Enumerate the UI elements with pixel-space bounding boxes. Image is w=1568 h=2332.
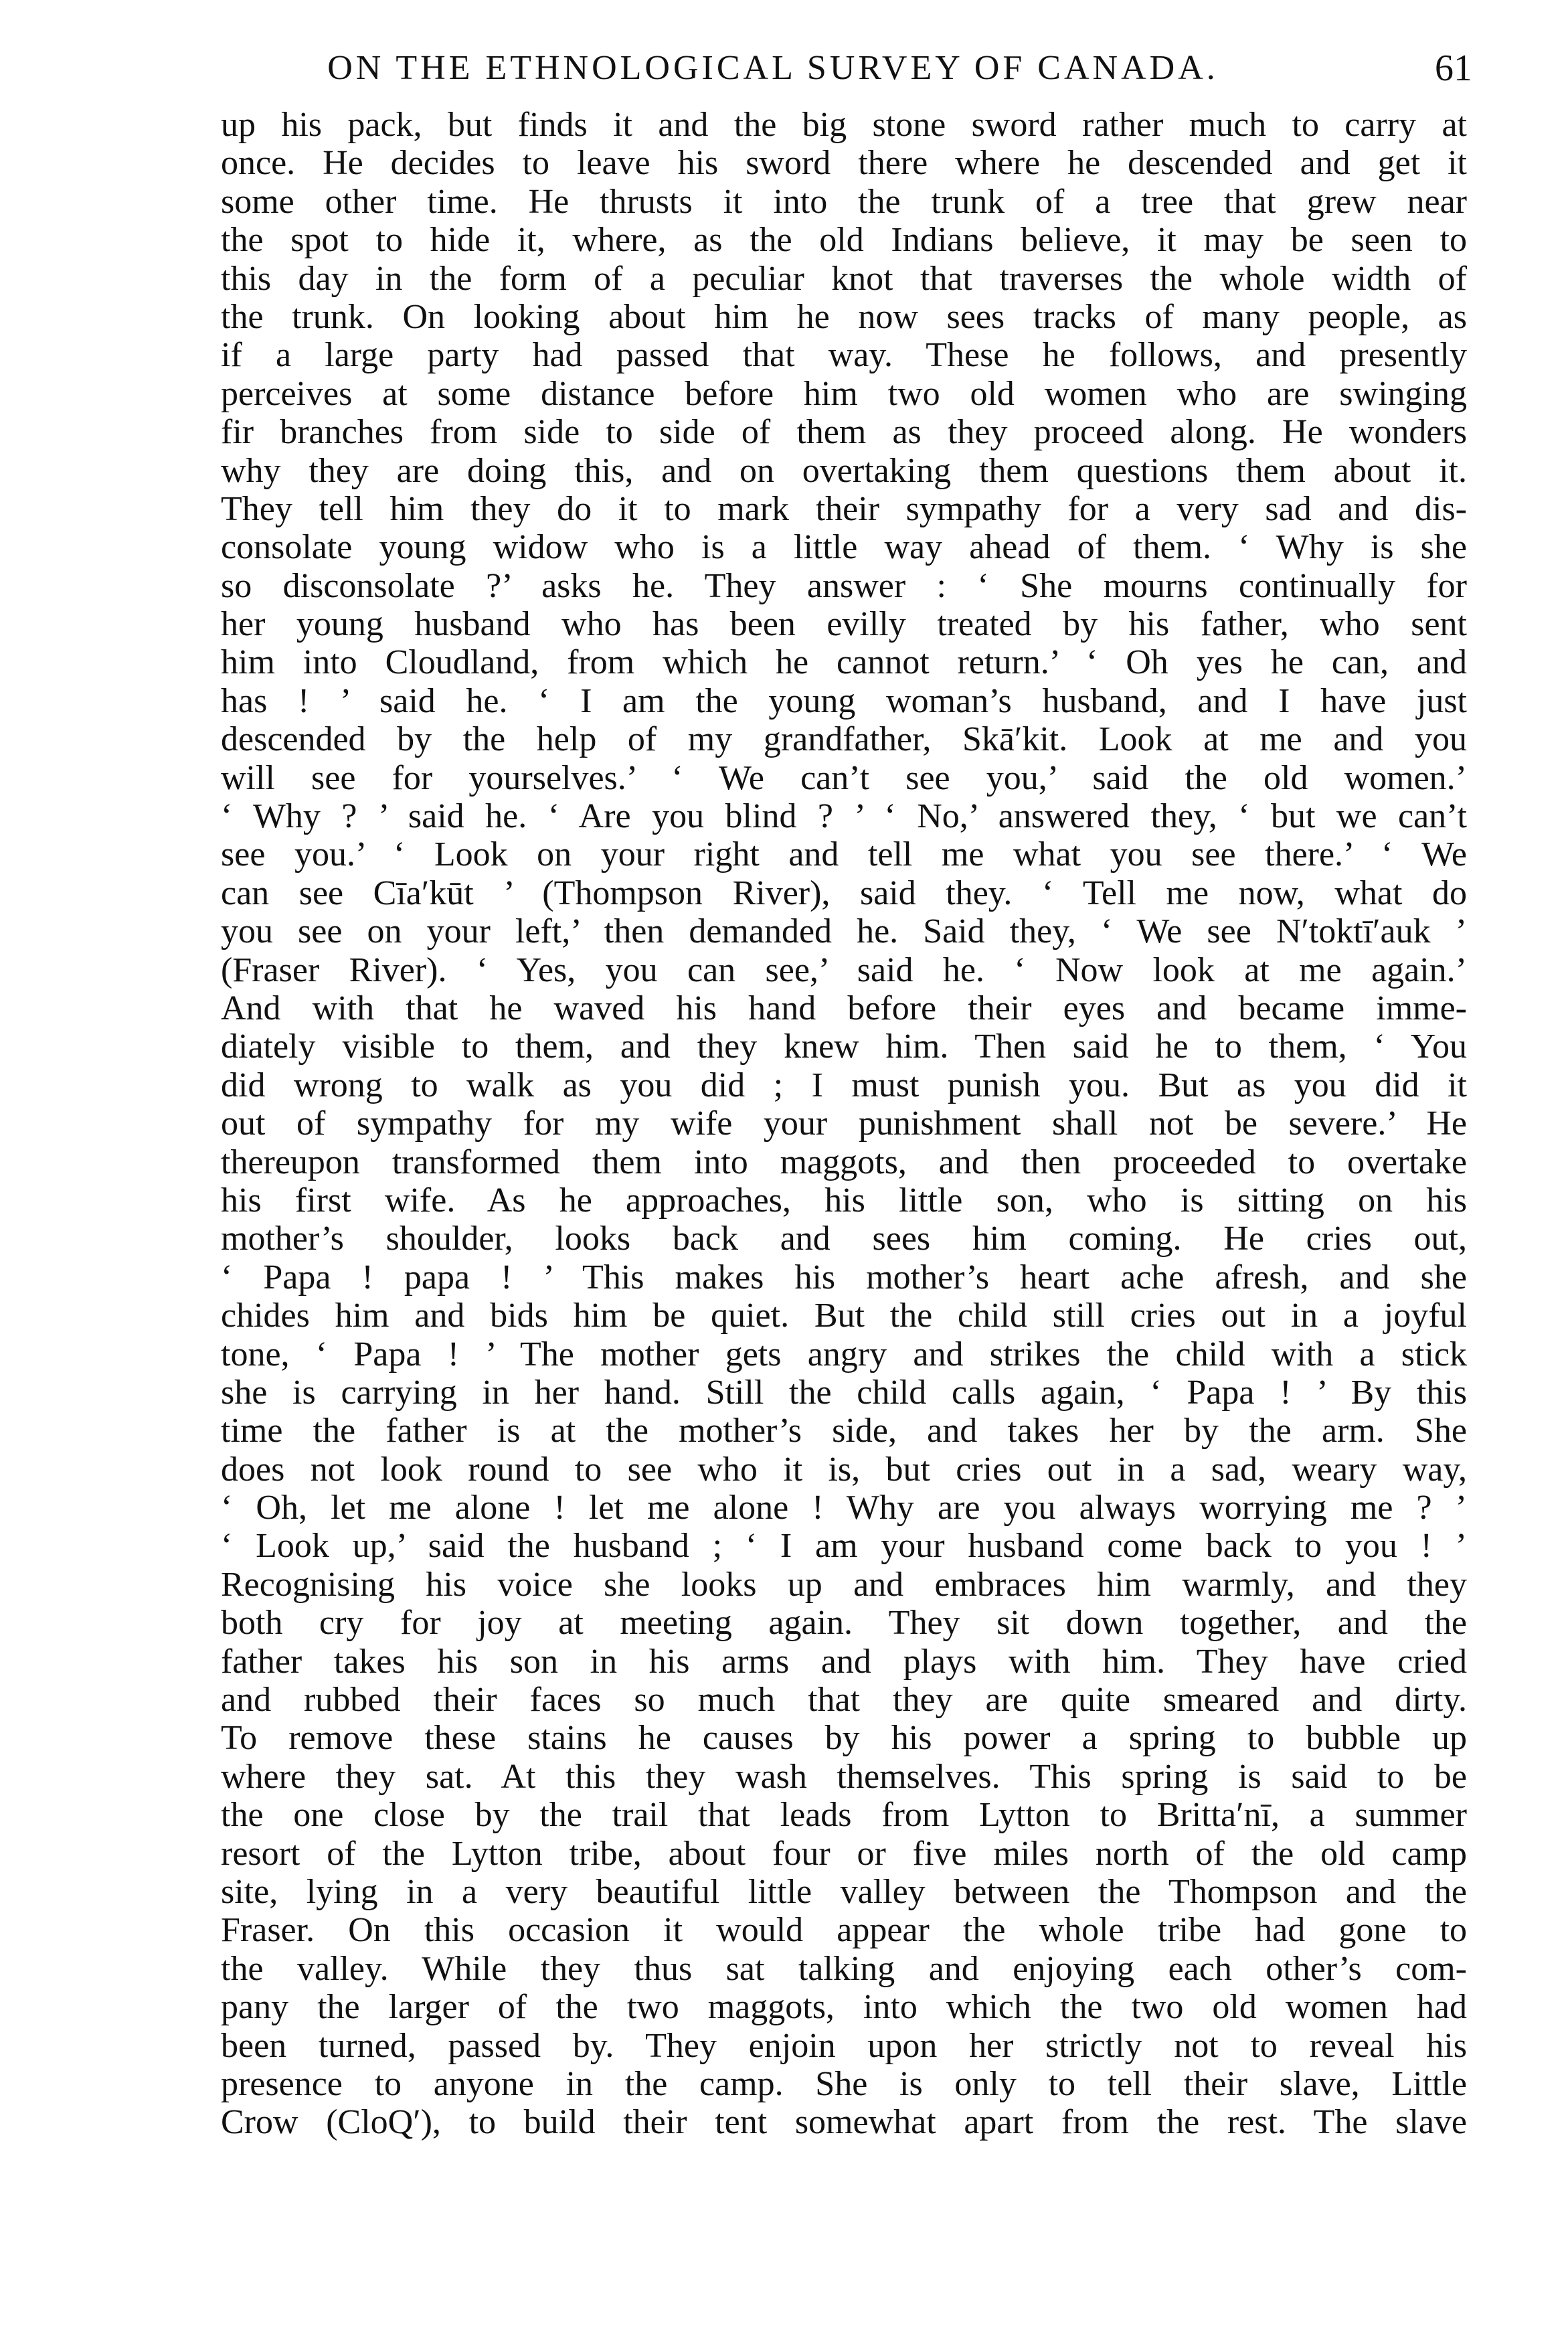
body-text: [221, 106, 1467, 2142]
text-line: site, lying in a very beautiful little valley between the Thompson and the: [221, 1872, 1467, 1911]
text-line: perceives at some distance before him two old women who are swinging: [221, 374, 1467, 413]
text-line: did wrong to walk as you did ; I must punish you. But as you did it: [221, 1066, 1467, 1104]
text-line: pany the larger of the two maggots, into which the two old women had: [221, 1988, 1467, 2027]
text-line: once. He decides to leave his sword there where he descended and get it: [221, 144, 1467, 183]
text-line: mother’s shoulder, looks back and sees him coming. He cries out,: [221, 1220, 1467, 1258]
text-line: his first wife. As he approaches, his little son, who is sitting on his: [221, 1181, 1467, 1220]
text-line: ‘ Look up,’ said the husband ; ‘ I am your husband come back to you ! ’: [221, 1527, 1467, 1566]
text-line: where they sat. At this they wash themselves. This spring is said to be: [221, 1757, 1467, 1796]
text-line: if a large party had passed that way. These he follows, and presently: [221, 336, 1467, 375]
text-line: will see for yourselves.’ ‘ We can’t see you,’ said the old women.’: [221, 758, 1467, 797]
text-line: this day in the form of a peculiar knot that traverses the whole width of: [221, 259, 1467, 298]
text-line: the spot to hide it, where, as the old Indians believe, it may be seen to: [221, 221, 1467, 260]
text-line: some other time. He thrusts it into the trunk of a tree that grew near: [221, 182, 1467, 221]
text-line: why they are doing this, and on overtaking them questions them about it.: [221, 451, 1467, 490]
text-line: Crow (CloQ′), to build their tent somewhat apart from the rest. The slave: [221, 2103, 1467, 2142]
running-head: [221, 41, 1472, 95]
running-title: ON THE ETHNOLOGICAL SURVEY OF CANADA.: [327, 49, 1219, 87]
text-line: and rubbed their faces so much that they are quite smeared and dirty.: [221, 1681, 1467, 1720]
text-line: up his pack, but finds it and the big stone sword rather much to carry at: [221, 106, 1467, 144]
text-line: diately visible to them, and they knew him. Then said he to them, ‘ You: [221, 1027, 1467, 1066]
text-line: ‘ Oh, let me alone ! let me alone ! Why are you always worrying me ? ’: [221, 1489, 1467, 1527]
text-line: father takes his son in his arms and plays with him. They have cried: [221, 1642, 1467, 1681]
text-line: chides him and bids him be quiet. But the child still cries out in a joyful: [221, 1297, 1467, 1335]
text-line: fir branches from side to side of them as they proceed along. He wonders: [221, 413, 1467, 452]
text-line: To remove these stains he causes by his power a spring to bubble up: [221, 1719, 1467, 1758]
text-line: And with that he waved his hand before their eyes and became imme-: [221, 989, 1467, 1027]
text-line: thereupon transformed them into maggots, and then proceeded to overtake: [221, 1143, 1467, 1181]
text-line: the valley. While they thus sat talking and enjoying each other’s com-: [221, 1949, 1467, 1988]
text-line: (Fraser River). ‘ Yes, you can see,’ said he. ‘ Now look at me again.’: [221, 950, 1467, 989]
text-line: you see on your left,’ then demanded he. Said they, ‘ We see N′toktī′auk ’: [221, 912, 1467, 951]
text-line: him into Cloudland, from which he cannot return.’ ‘ Oh yes he can, and: [221, 643, 1467, 682]
page-number: 61: [1435, 48, 1472, 89]
text-line: can see Cīa′kūt ’ (Thompson River), said they. ‘ Tell me now, what do: [221, 873, 1467, 912]
text-line: tone, ‘ Papa ! ’ The mother gets angry and strikes the child with a stick: [221, 1335, 1467, 1373]
text-line: the one close by the trail that leads from Lytton to Britta′nī, a summer: [221, 1796, 1467, 1835]
text-line: the trunk. On looking about him he now sees tracks of many people, as: [221, 297, 1467, 336]
text-line: Fraser. On this occasion it would appear the whole tribe had gone to: [221, 1911, 1467, 1950]
text-line: been turned, passed by. They enjoin upon her strictly not to reveal his: [221, 2026, 1467, 2065]
text-line: consolate young widow who is a little way ahead of them. ‘ Why is she: [221, 528, 1467, 567]
text-line: ‘ Why ? ’ said he. ‘ Are you blind ? ’ ‘ No,’ answered they, ‘ but we can’t: [221, 797, 1467, 836]
text-line: descended by the help of my grandfather, Skā′kit. Look at me and you: [221, 720, 1467, 759]
text-line: presence to anyone in the camp. She is only to tell their slave, Little: [221, 2064, 1467, 2103]
text-line: ‘ Papa ! papa ! ’ This makes his mother’s heart ache afresh, and she: [221, 1258, 1467, 1297]
text-line: both cry for joy at meeting again. They sit down together, and the: [221, 1604, 1467, 1643]
text-line: time the father is at the mother’s side, and takes her by the arm. She: [221, 1412, 1467, 1450]
text-line: out of sympathy for my wife your punishment shall not be severe.’ He: [221, 1104, 1467, 1143]
text-line: her young husband who has been evilly treated by his father, who sent: [221, 605, 1467, 644]
text-line: so disconsolate ?’ asks he. They answer : ‘ She mourns continually for: [221, 566, 1467, 605]
text-line: does not look round to see who it is, but cries out in a sad, weary way,: [221, 1450, 1467, 1489]
text-line: They tell him they do it to mark their sympathy for a very sad and dis-: [221, 489, 1467, 528]
text-line: see you.’ ‘ Look on your right and tell me what you see there.’ ‘ We: [221, 835, 1467, 874]
text-line: has ! ’ said he. ‘ I am the young woman’s husband, and I have just: [221, 681, 1467, 720]
text-line: she is carrying in her hand. Still the child calls again, ‘ Papa ! ’ By this: [221, 1373, 1467, 1412]
text-line: Recognising his voice she looks up and embraces him warmly, and they: [221, 1565, 1467, 1604]
text-line: resort of the Lytton tribe, about four or five miles north of the old camp: [221, 1834, 1467, 1873]
